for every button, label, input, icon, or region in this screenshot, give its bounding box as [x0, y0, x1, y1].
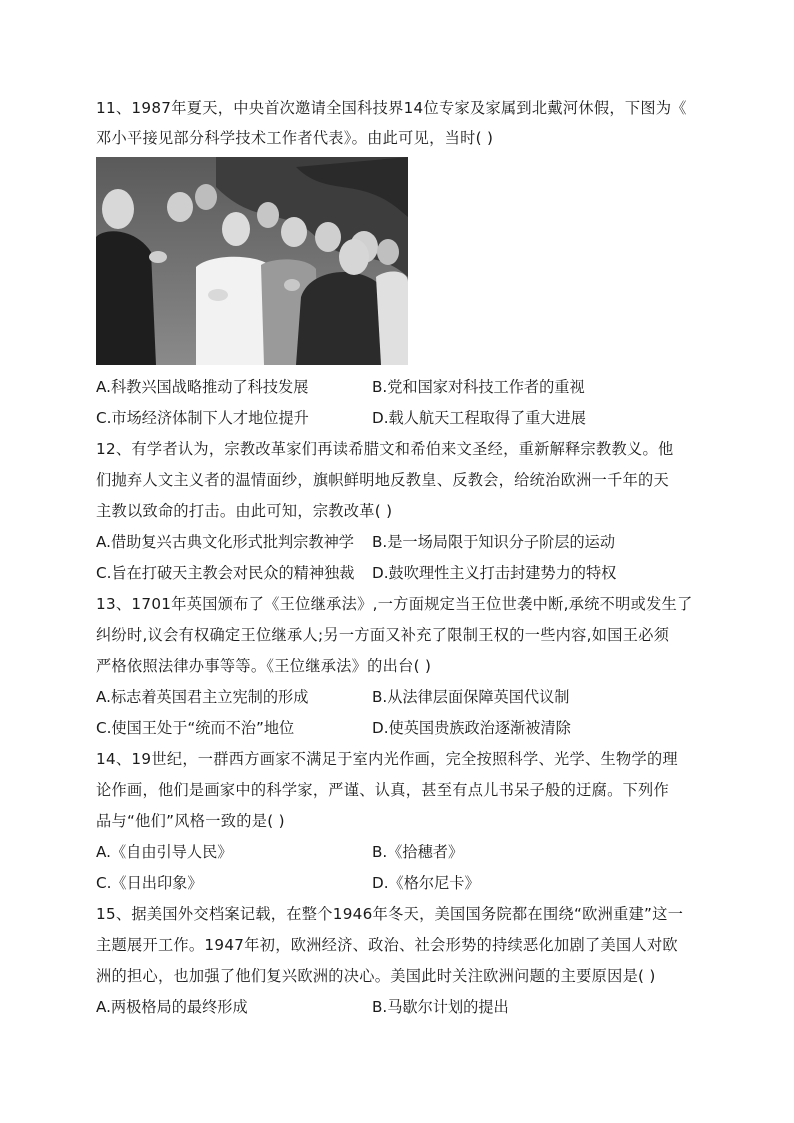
q15-stem-line-3: 洲的担心，也加强了他们复兴欧洲的决心。美国此时关注欧洲问题的主要原因是( ) — [96, 967, 656, 985]
q13-option-a: A.标志着英国君主立宪制的形成 — [96, 688, 309, 706]
q13-option-d: D.使英国贵族政治逐渐被清除 — [372, 719, 571, 737]
q14-option-b: B.《拾穗者》 — [372, 843, 464, 861]
q15-option-b: B.马歇尔计划的提出 — [372, 998, 509, 1016]
q11-stem-line-1: 11、1987年夏天，中央首次邀请全国科技界14位专家及家属到北戴河休假，下图为《 — [96, 99, 687, 117]
q11-option-d: D.载人航天工程取得了重大进展 — [372, 409, 586, 427]
q15-option-a: A.两极格局的最终形成 — [96, 998, 248, 1016]
q12-stem-line-2: 们抛弃人文主义者的温情面纱，旗帜鲜明地反教皇、反教会，给统治欧洲一千年的天 — [96, 471, 670, 489]
q13-stem-line-1: 13、1701年英国颁布了《王位继承法》,一方面规定当王位世袭中断,承统不明或发生了 — [96, 595, 693, 613]
q12-option-b: B.是一场局限于知识分子阶层的运动 — [372, 533, 616, 551]
q14-option-c: C.《日出印象》 — [96, 874, 203, 892]
photo-illustration — [96, 157, 408, 365]
q11-option-c: C.市场经济体制下人才地位提升 — [96, 409, 309, 427]
q14-option-d: D.《格尔尼卡》 — [372, 874, 480, 892]
q12-option-d: D.鼓吹理性主义打击封建势力的特权 — [372, 564, 617, 582]
q12-option-a: A.借助复兴古典文化形式批判宗教神学 — [96, 533, 354, 551]
q13-option-c: C.使国王处于“统而不治”地位 — [96, 719, 295, 737]
q14-option-a: A.《自由引导人民》 — [96, 843, 233, 861]
q12-stem-line-1: 12、有学者认为，宗教改革家们再读希腊文和希伯来文圣经，重新解释宗教教义。他 — [96, 440, 674, 458]
q11-photo — [96, 157, 408, 365]
q12-option-c: C.旨在打破天主教会对民众的精神独裁 — [96, 564, 355, 582]
q11-stem-line-2: 邓小平接见部分科学技术工作者代表》。由此可见，当时( ) — [96, 129, 494, 147]
q13-option-b: B.从法律层面保障英国代议制 — [372, 688, 570, 706]
q11-option-a: A.科教兴国战略推动了科技发展 — [96, 378, 309, 396]
q15-stem-line-2: 主题展开工作。1947年初，欧洲经济、政治、社会形势的持续恶化加剧了美国人对欧 — [96, 936, 678, 954]
q13-stem-line-3: 严格依照法律办事等等。《王位继承法》的出台( ) — [96, 657, 432, 675]
q14-stem-line-3: 品与“他们”风格一致的是( ) — [96, 812, 285, 830]
q14-stem-line-1: 14、19世纪，一群西方画家不满足于室内光作画，完全按照科学、光学、生物学的理 — [96, 750, 678, 768]
q11-option-b: B.党和国家对科技工作者的重视 — [372, 378, 585, 396]
q15-stem-line-1: 15、据美国外交档案记载，在整个1946年冬天，美国国务院都在围绕“欧洲重建”这一 — [96, 905, 684, 923]
q13-stem-line-2: 纠纷时,议会有权确定王位继承人;另一方面又补充了限制王权的一些内容,如国王必须 — [96, 626, 670, 644]
q12-stem-line-3: 主教以致命的打击。由此可知，宗教改革( ) — [96, 502, 393, 520]
q14-stem-line-2: 论作画，他们是画家中的科学家，严谨、认真，甚至有点儿书呆子般的迂腐。下列作 — [96, 781, 670, 799]
